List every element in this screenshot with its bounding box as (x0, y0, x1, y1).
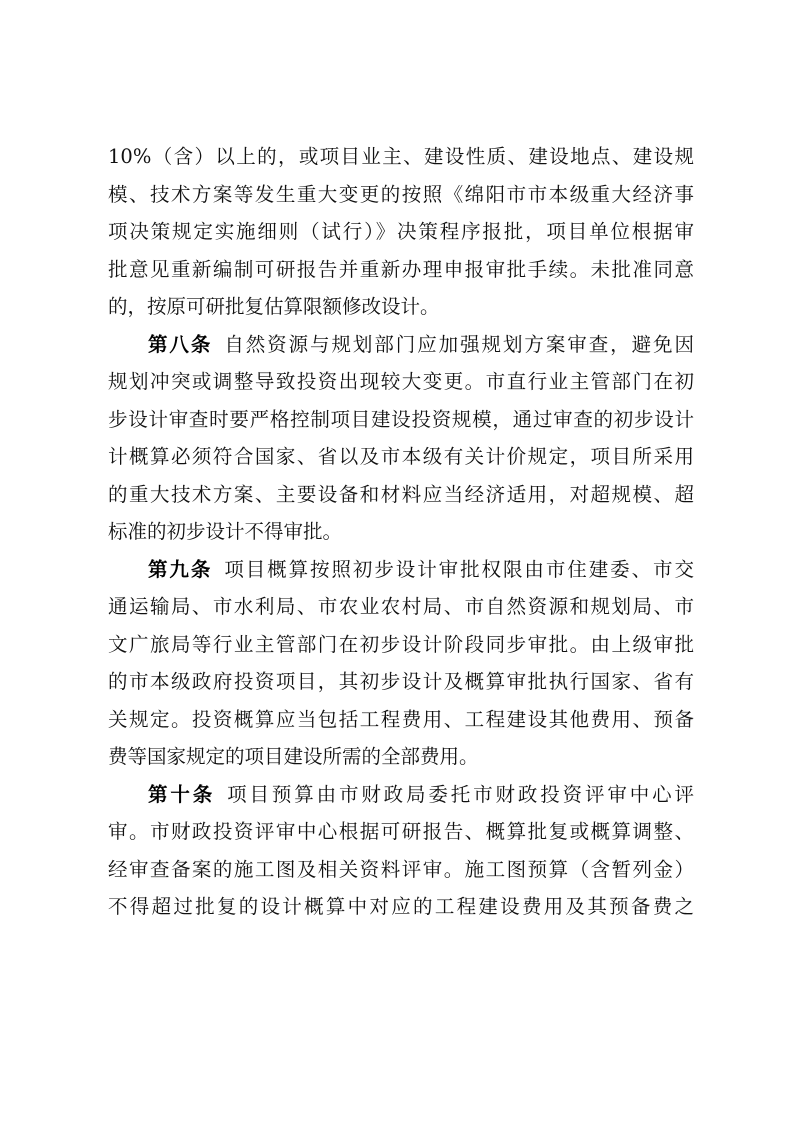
text-line: 步设计审查时要严格控制项目建设投资规模，通过审查的初步设计 (108, 407, 694, 431)
document-body (108, 138, 694, 926)
article-text: 自然资源与规划部门应加强规划方案审查，避免因 (224, 332, 694, 356)
text-line: 批意见重新编制可研报告并重新办理申报审批手续。未批准同意 (108, 257, 694, 281)
article-text: 项目预算由市财政局委托市财政投资评审中心评 (227, 782, 694, 806)
article-heading: 第八条 (148, 332, 213, 356)
text-line (108, 776, 694, 814)
text-line: 的重大技术方案、主要设备和材料应当经济适用，对超规模、超 (108, 482, 694, 506)
article-heading: 第九条 (148, 557, 213, 581)
text-line: 10%（含）以上的，或项目业主、建设性质、建设地点、建设规 (108, 145, 694, 168)
text-line: 计概算必须符合国家、省以及市本级有关计价规定，项目所采用 (108, 445, 694, 468)
text-line: 规划冲突或调整导致投资出现较大变更。市直行业主管部门在初 (108, 370, 694, 393)
text-line: 关规定。投资概算应当包括工程费用、工程建设其他费用、预备 (108, 707, 694, 731)
text-line: 审。市财政投资评审中心根据可研报告、概算批复或概算调整、 (108, 820, 694, 843)
text-line: 的，按原可研批复估算限额修改设计。 (108, 295, 440, 318)
article-10 (108, 776, 694, 926)
text-line: 模、技术方案等发生重大变更的按照《绵阳市市本级重大经济事 (108, 182, 694, 206)
article-9 (108, 551, 694, 776)
text-line: 标准的初步设计不得审批。 (108, 520, 343, 543)
text-line: 的市本级政府投资项目，其初步设计及概算审批执行国家、省有 (108, 670, 694, 693)
text-line (108, 326, 694, 364)
article-text: 项目概算按照初步设计审批权限由市住建委、市交 (224, 557, 694, 581)
article-8 (108, 326, 694, 551)
text-line: 文广旅局等行业主管部门在初步设计阶段同步审批。由上级审批 (108, 632, 694, 656)
text-line: 通运输局、市水利局、市农业农村局、市自然资源和规划局、市 (108, 595, 694, 618)
text-line: 项决策规定实施细则（试行）》决策程序报批，项目单位根据审 (108, 220, 694, 243)
text-line: 费等国家规定的项目建设所需的全部费用。 (108, 745, 479, 768)
article-heading: 第十条 (148, 782, 216, 806)
text-line: 不得超过批复的设计概算中对应的工程建设费用及其预备费之 (108, 895, 694, 918)
paragraph-continuation (108, 138, 694, 326)
text-line (108, 551, 694, 589)
text-line: 经审查备案的施工图及相关资料评审。施工图预算（含暂列金） (108, 857, 694, 881)
